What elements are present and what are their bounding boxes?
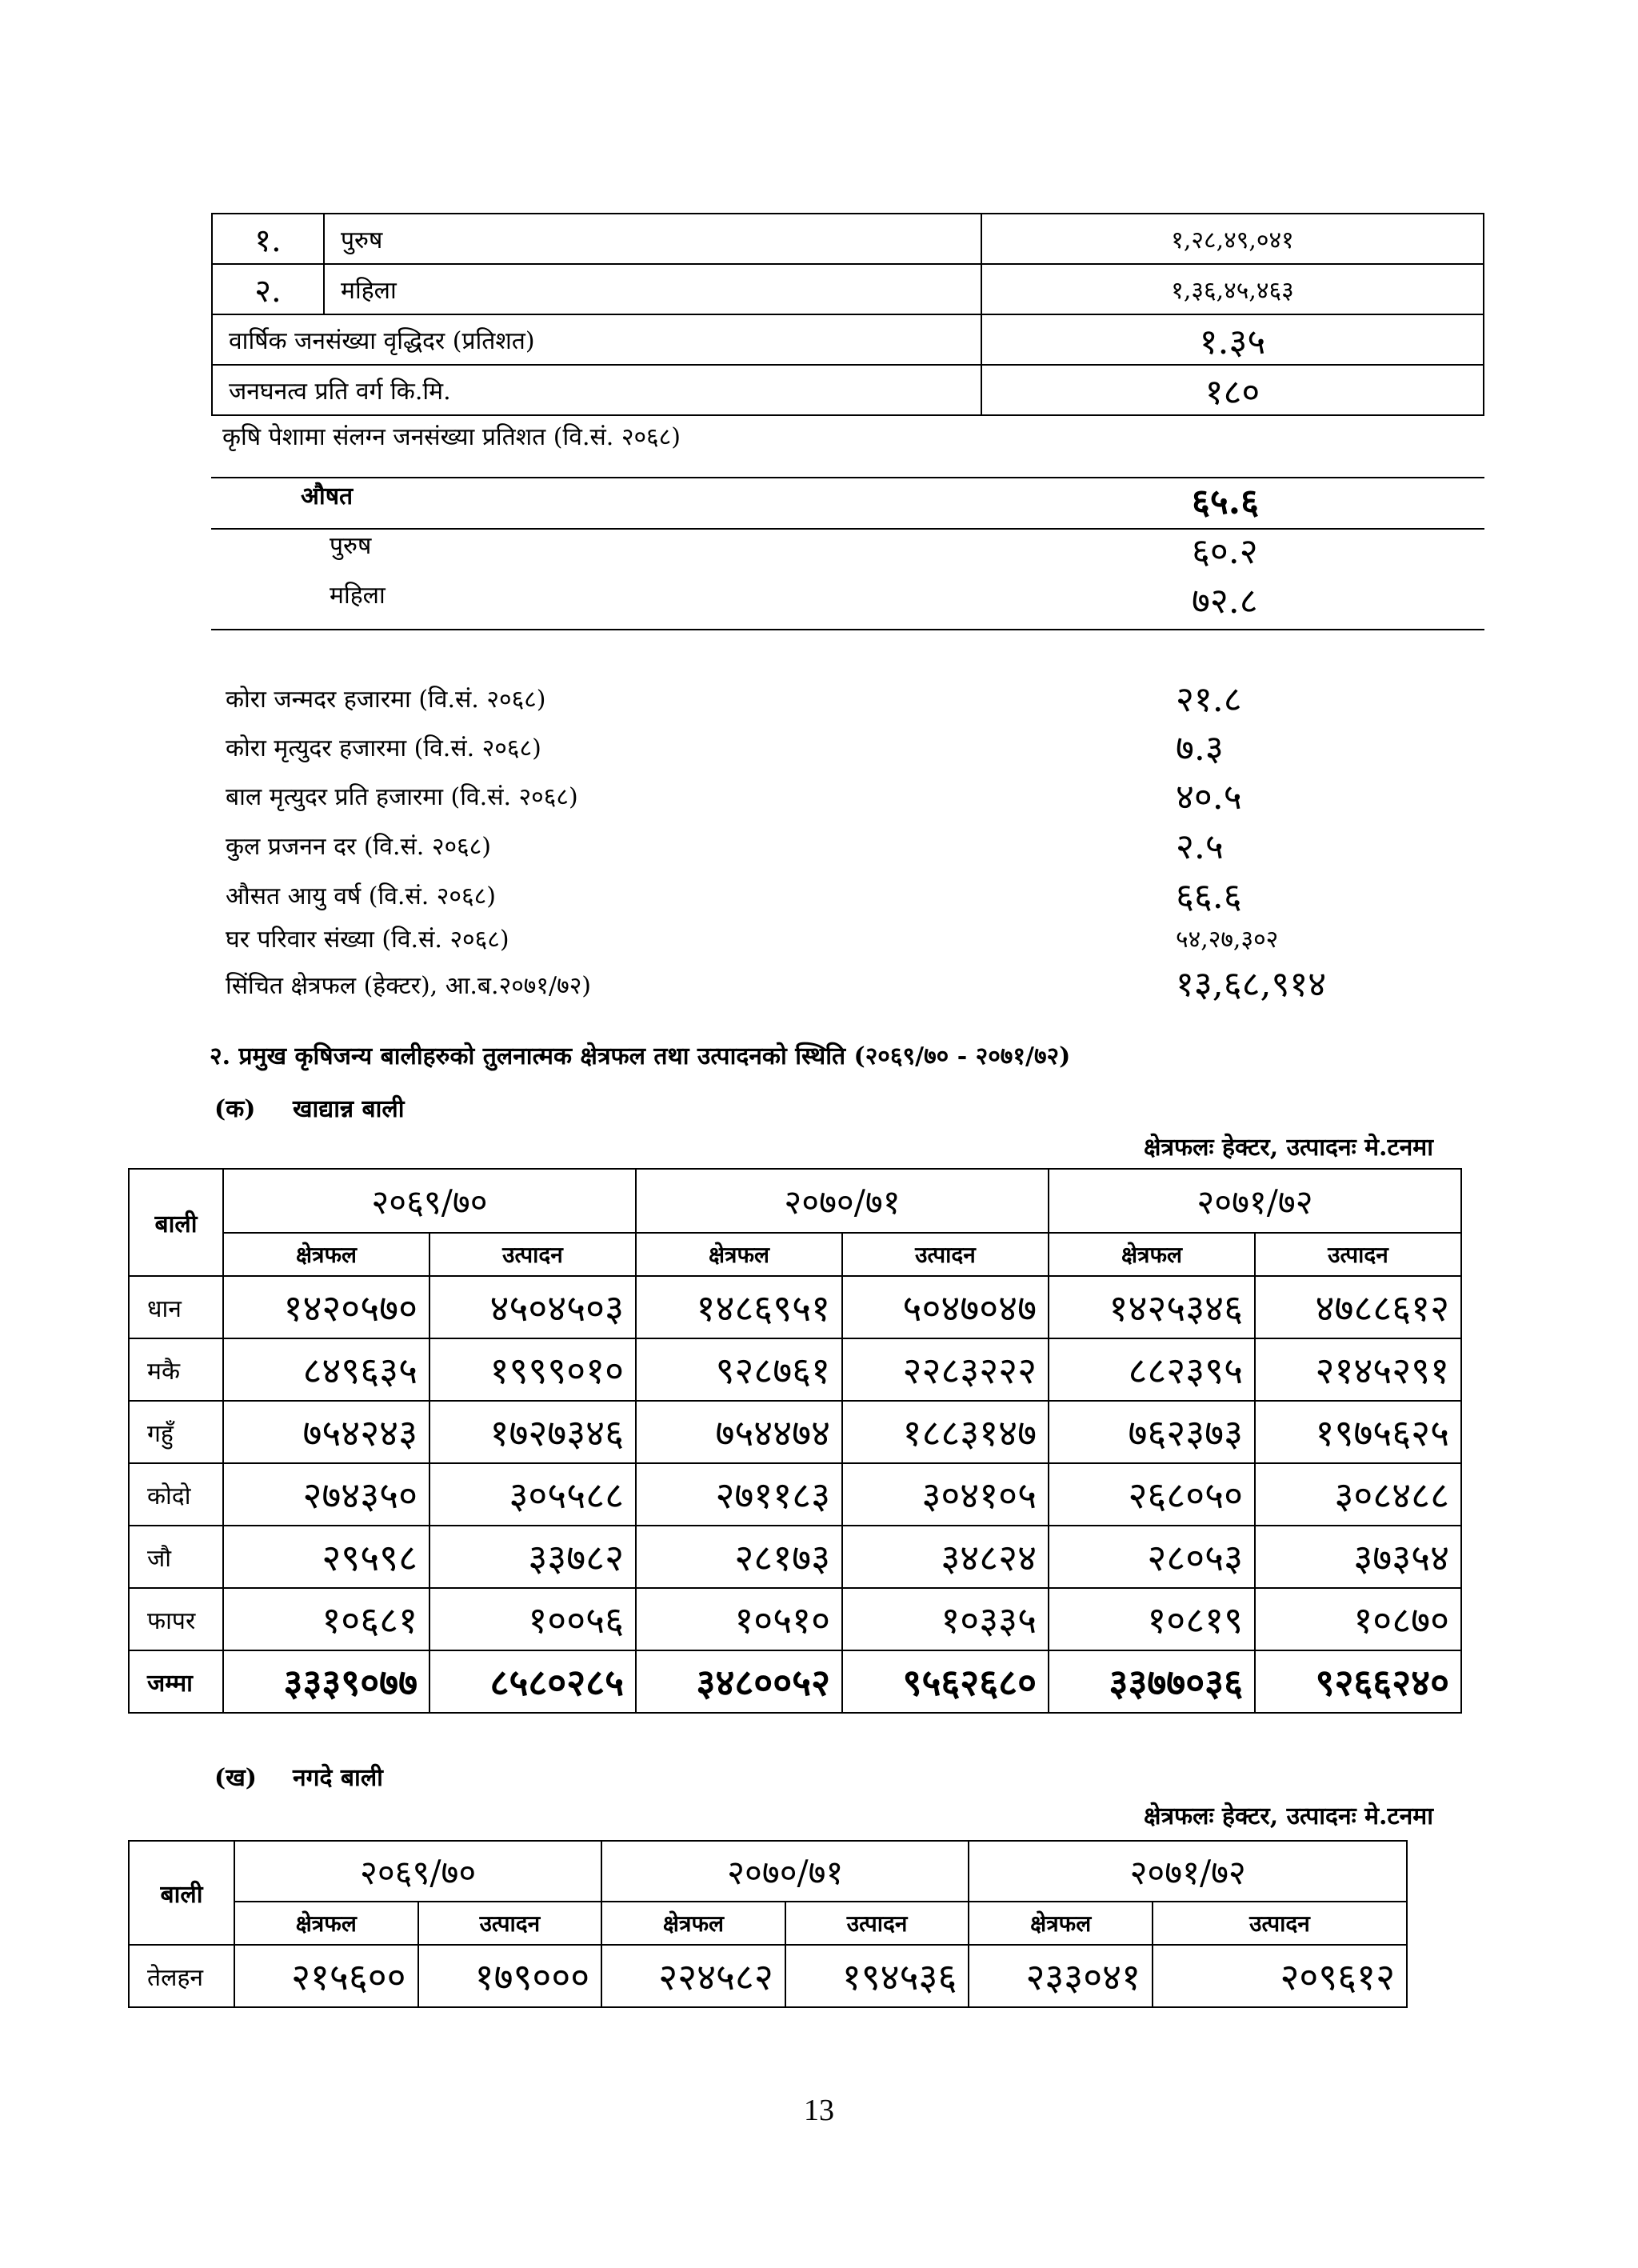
cash-crop-table bbox=[128, 1840, 1408, 2008]
stat-label: औसत आयु वर्ष (वि.सं. २०६८) bbox=[226, 882, 496, 910]
divider bbox=[211, 528, 1484, 530]
production-header: उत्पादन bbox=[429, 1233, 636, 1276]
table-cell: २०९६१२ bbox=[1153, 1945, 1407, 2007]
table-cell: ३७३५४ bbox=[1255, 1526, 1461, 1588]
divider bbox=[211, 477, 1484, 478]
crop-name: तेलहन bbox=[129, 1945, 234, 2007]
divider bbox=[211, 629, 1484, 630]
row-label: पुरुष bbox=[324, 214, 981, 264]
area-header: क्षेत्रफल bbox=[234, 1902, 418, 1945]
stat-value: ६६.६ bbox=[1176, 876, 1242, 917]
year-header: २०७१/७२ bbox=[969, 1841, 1407, 1902]
table-cell: १९९९०१० bbox=[429, 1338, 636, 1401]
table-cell: ३०५५८८ bbox=[429, 1463, 636, 1526]
table-cell: ९५६२६८० bbox=[842, 1650, 1049, 1713]
stat-value: ५४,२७,३०२ bbox=[1176, 926, 1279, 954]
table-row bbox=[129, 1945, 1407, 2007]
crop-name: जौ bbox=[129, 1526, 223, 1588]
page-number: 13 bbox=[804, 2094, 834, 2127]
table-cell: ३०८४८८ bbox=[1255, 1463, 1461, 1526]
table-header-row bbox=[129, 1902, 1407, 1945]
table-cell: २२४५८२ bbox=[601, 1945, 785, 2007]
stat-value: १३,६८,९१४ bbox=[1176, 964, 1327, 1005]
table-cell: ७६२३७३ bbox=[1049, 1401, 1255, 1463]
area-header: क्षेत्रफल bbox=[601, 1902, 785, 1945]
area-header: क्षेत्रफल bbox=[636, 1233, 842, 1276]
row-label: वार्षिक जनसंख्या वृद्धिदर (प्रतिशत) bbox=[212, 314, 981, 365]
table-cell: ७५४२४३ bbox=[223, 1401, 429, 1463]
stat-label: कुल प्रजनन दर (वि.सं. २०६८) bbox=[226, 833, 491, 861]
crop-name: धान bbox=[129, 1276, 223, 1338]
table-cell: ३०४१०५ bbox=[842, 1463, 1049, 1526]
stat-label: कोरा मृत्युदर हजारमा (वि.सं. २०६८) bbox=[226, 734, 541, 762]
table-cell: २३३०४१ bbox=[969, 1945, 1153, 2007]
table-cell: १७२७३४६ bbox=[429, 1401, 636, 1463]
crop-name: मकै bbox=[129, 1338, 223, 1401]
row-value: १.३५ bbox=[981, 314, 1484, 365]
stat-value: ४०.५ bbox=[1176, 777, 1242, 818]
table-cell: १४८६९५१ bbox=[636, 1276, 842, 1338]
table-cell: १०८७० bbox=[1255, 1588, 1461, 1650]
table-cell: २७४३५० bbox=[223, 1463, 429, 1526]
table-header-row bbox=[129, 1841, 1407, 1902]
population-table bbox=[211, 213, 1484, 416]
area-header: क्षेत्रफल bbox=[969, 1902, 1153, 1945]
row-value: १८० bbox=[981, 365, 1484, 415]
table-cell: २९५९८ bbox=[223, 1526, 429, 1588]
table-header-row bbox=[129, 1233, 1461, 1276]
table-cell: १४२०५७० bbox=[223, 1276, 429, 1338]
table-row bbox=[129, 1276, 1461, 1338]
crop-header: बाली bbox=[129, 1169, 223, 1276]
stat-label: बाल मृत्युदर प्रति हजारमा (वि.सं. २०६८) bbox=[226, 783, 578, 811]
table-cell: २६८०५० bbox=[1049, 1463, 1255, 1526]
table-cell: ४५०४५०३ bbox=[429, 1276, 636, 1338]
table-row bbox=[129, 1338, 1461, 1401]
table-cell: २१५६०० bbox=[234, 1945, 418, 2007]
table-row bbox=[129, 1463, 1461, 1526]
table-cell: ८४९६३५ bbox=[223, 1338, 429, 1401]
table-cell: ९२६६२४० bbox=[1255, 1650, 1461, 1713]
table-cell: २८०५३ bbox=[1049, 1526, 1255, 1588]
table-row bbox=[212, 314, 1484, 365]
table-cell: ९२८७६१ bbox=[636, 1338, 842, 1401]
section-marker: (क) bbox=[214, 1095, 256, 1123]
table-cell: १९४५३६ bbox=[785, 1945, 969, 2007]
table-cell: ४७८८६१२ bbox=[1255, 1276, 1461, 1338]
row-number: १. bbox=[212, 214, 324, 264]
table-cell: १०३३५ bbox=[842, 1588, 1049, 1650]
year-header: २०६९/७० bbox=[234, 1841, 601, 1902]
row-number: २. bbox=[212, 264, 324, 314]
crop-name: कोदो bbox=[129, 1463, 223, 1526]
food-crop-table bbox=[128, 1168, 1462, 1714]
table-cell: ३३७८२ bbox=[429, 1526, 636, 1588]
table-cell: १००५६ bbox=[429, 1588, 636, 1650]
table-row bbox=[129, 1526, 1461, 1588]
year-header: २०६९/७० bbox=[223, 1169, 636, 1233]
area-header: क्षेत्रफल bbox=[1049, 1233, 1255, 1276]
crop-name: फापर bbox=[129, 1588, 223, 1650]
table-cell: २२८३२२२ bbox=[842, 1338, 1049, 1401]
table-cell: १०६८१ bbox=[223, 1588, 429, 1650]
year-header: २०७०/७१ bbox=[636, 1169, 1049, 1233]
table-cell: ७५४४७४ bbox=[636, 1401, 842, 1463]
table-cell: ५०४७०४७ bbox=[842, 1276, 1049, 1338]
year-header: २०७१/७२ bbox=[1049, 1169, 1461, 1233]
table-cell: १८८३१४७ bbox=[842, 1401, 1049, 1463]
row-value: १,३६,४५,४६३ bbox=[981, 264, 1484, 314]
table-cell: १७९००० bbox=[418, 1945, 602, 2007]
table-header-row bbox=[129, 1169, 1461, 1233]
area-header: क्षेत्रफल bbox=[223, 1233, 429, 1276]
agri-caption: कृषि पेशामा संलग्न जनसंख्या प्रतिशत (वि.सं. २०६८) bbox=[222, 423, 681, 451]
unit-note: क्षेत्रफलः हेक्टर, उत्पादनः मे.टनमा bbox=[1143, 1802, 1433, 1830]
table-cell: ८८२३९५ bbox=[1049, 1338, 1255, 1401]
section-marker: (ख) bbox=[214, 1764, 257, 1792]
male-value: ६०.२ bbox=[1192, 531, 1258, 572]
production-header: उत्पादन bbox=[1255, 1233, 1461, 1276]
table-cell: १०५१० bbox=[636, 1588, 842, 1650]
stat-label: घर परिवार संख्या (वि.सं. २०६८) bbox=[226, 926, 509, 954]
row-value: १,२८,४९,०४१ bbox=[981, 214, 1484, 264]
avg-value: ६५.६ bbox=[1192, 482, 1259, 522]
table-cell: ३३३९०७७ bbox=[223, 1650, 429, 1713]
table-cell: ३३७७०३६ bbox=[1049, 1650, 1255, 1713]
section-title: २. प्रमुख कृषिजन्य बालीहरुको तुलनात्मक क्षेत्रफल तथा उत्पादनको स्थिति (२०६९/७० - २०७१/७२) bbox=[210, 1042, 1071, 1070]
row-label: जनघनत्व प्रति वर्ग कि.मि. bbox=[212, 365, 981, 415]
table-row bbox=[212, 214, 1484, 264]
section-subtitle: खाद्यान्न बाली bbox=[293, 1095, 405, 1123]
total-label: जम्मा bbox=[129, 1650, 223, 1713]
table-cell: १९७५६२५ bbox=[1255, 1401, 1461, 1463]
stat-value: ७.३ bbox=[1176, 728, 1224, 769]
table-row bbox=[212, 365, 1484, 415]
table-row bbox=[212, 264, 1484, 314]
production-header: उत्पादन bbox=[785, 1902, 969, 1945]
production-header: उत्पादन bbox=[1153, 1902, 1407, 1945]
production-header: उत्पादन bbox=[418, 1902, 602, 1945]
table-cell: ३४८२४ bbox=[842, 1526, 1049, 1588]
production-header: उत्पादन bbox=[842, 1233, 1049, 1276]
table-row bbox=[129, 1588, 1461, 1650]
total-row bbox=[129, 1650, 1461, 1713]
table-cell: २७११८३ bbox=[636, 1463, 842, 1526]
table-cell: २१४५२९१ bbox=[1255, 1338, 1461, 1401]
female-value: ७२.८ bbox=[1192, 581, 1258, 622]
section-subtitle: नगदे बाली bbox=[293, 1764, 383, 1792]
table-cell: १०८१९ bbox=[1049, 1588, 1255, 1650]
crop-name: गहुँ bbox=[129, 1401, 223, 1463]
table-cell: ८५८०२८५ bbox=[429, 1650, 636, 1713]
avg-label: औषत bbox=[301, 482, 354, 510]
table-cell: १४२५३४६ bbox=[1049, 1276, 1255, 1338]
female-label: महिला bbox=[330, 582, 386, 610]
stat-label: सिंचित क्षेत्रफल (हेक्टर), आ.ब.२०७१/७२) bbox=[226, 972, 592, 1000]
row-label: महिला bbox=[324, 264, 981, 314]
stat-value: २.५ bbox=[1176, 826, 1224, 867]
male-label: पुरुष bbox=[330, 532, 372, 560]
table-cell: २८१७३ bbox=[636, 1526, 842, 1588]
table-cell: ३४८००५२ bbox=[636, 1650, 842, 1713]
year-header: २०७०/७१ bbox=[601, 1841, 969, 1902]
table-row bbox=[129, 1401, 1461, 1463]
unit-note: क्षेत्रफलः हेक्टर, उत्पादनः मे.टनमा bbox=[1143, 1134, 1433, 1162]
stat-value: २१.८ bbox=[1176, 679, 1242, 720]
crop-header: बाली bbox=[129, 1841, 234, 1945]
stat-label: कोरा जन्मदर हजारमा (वि.सं. २०६८) bbox=[226, 686, 546, 714]
